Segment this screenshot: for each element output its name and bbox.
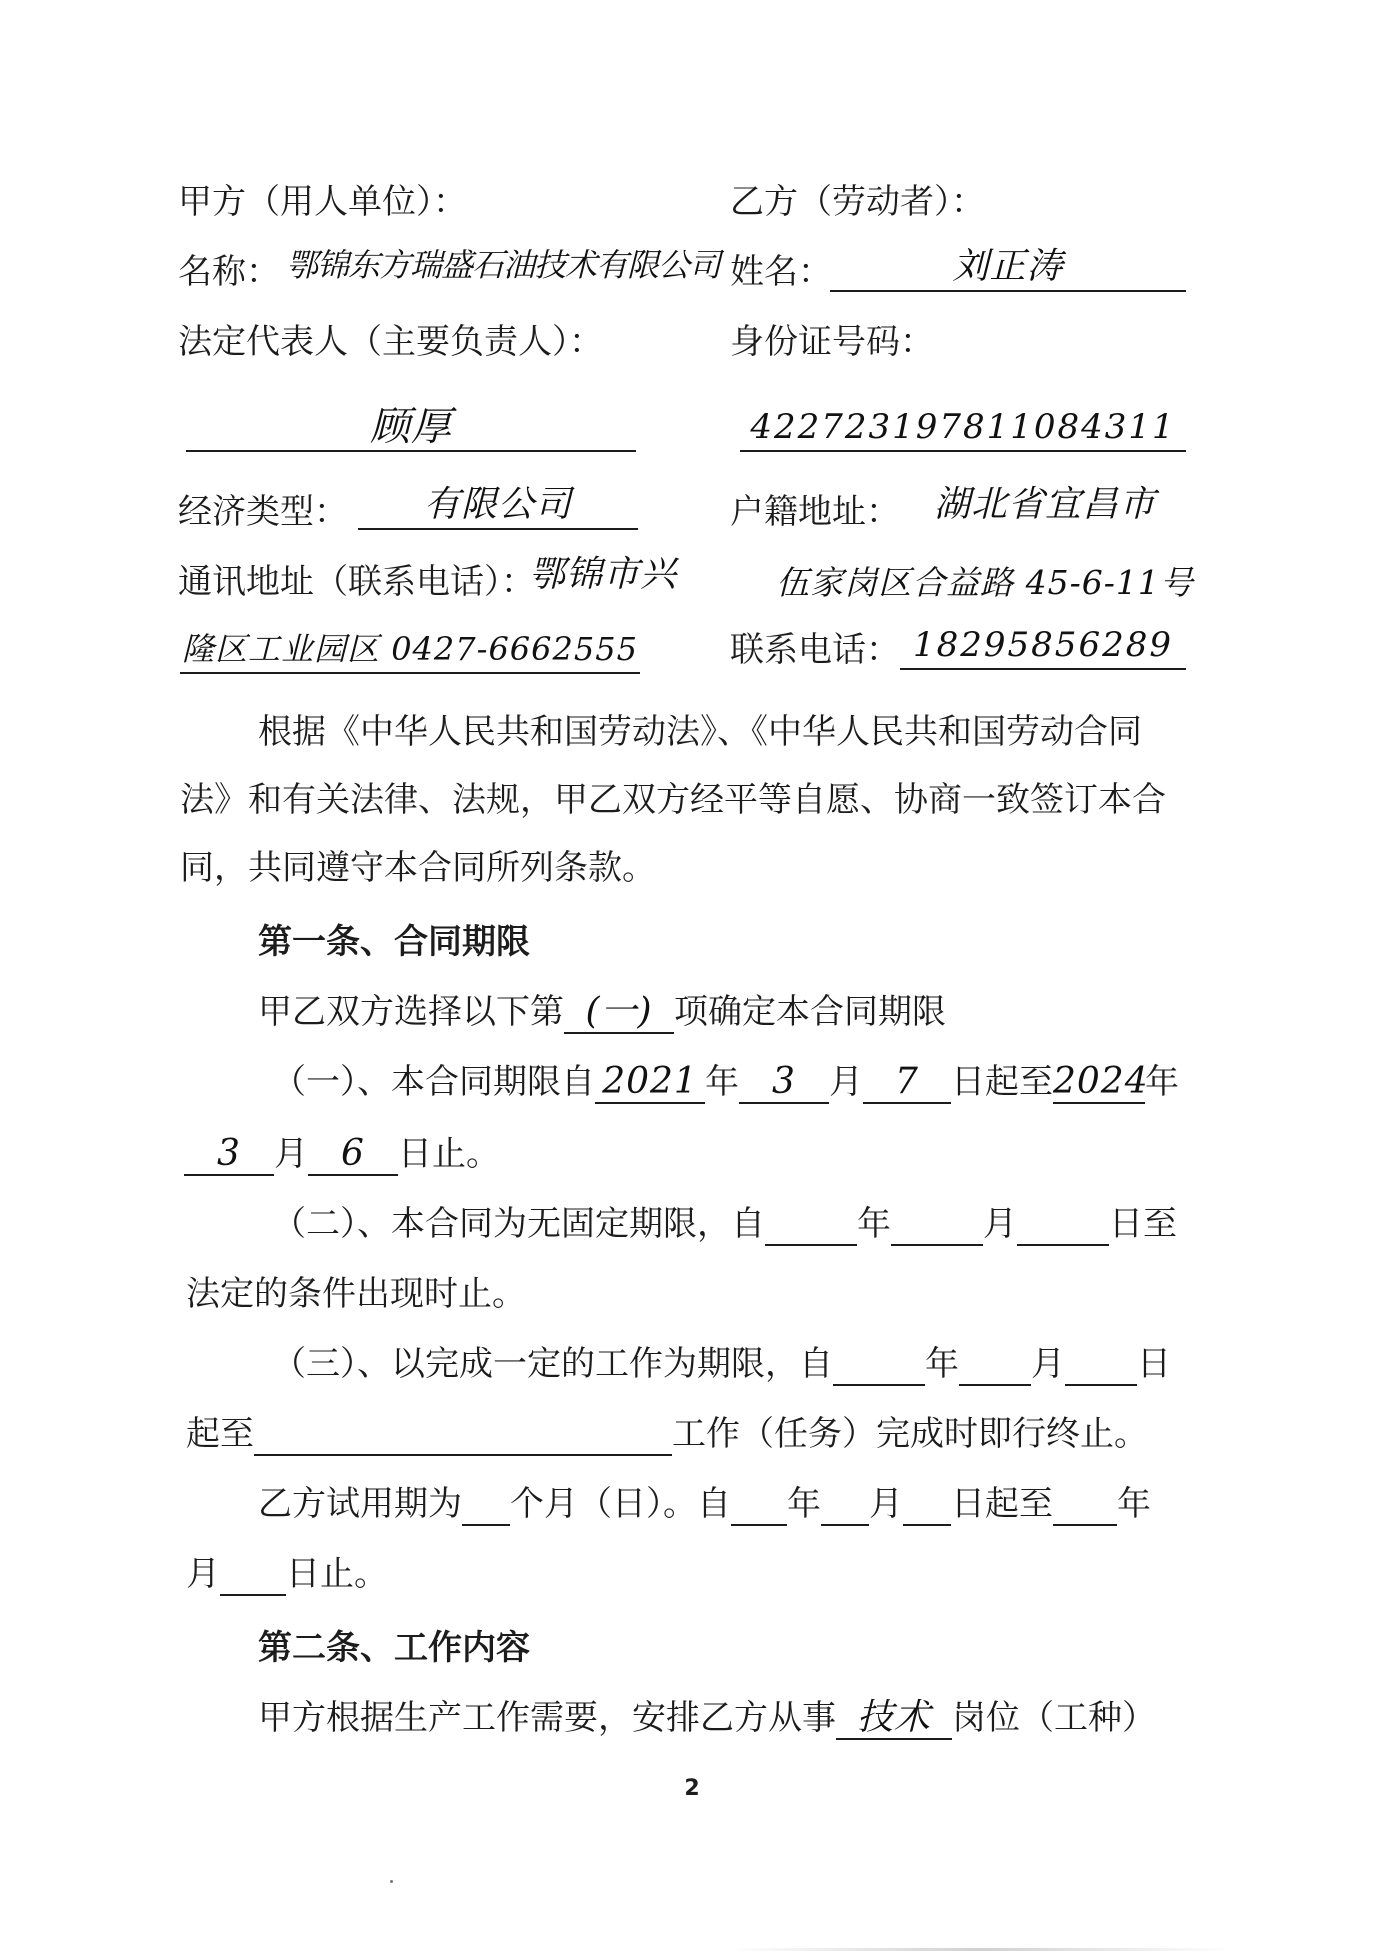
article-2-title: 第二条、工作内容: [258, 1628, 530, 1668]
intro-line-1: 根据《中华人民共和国劳动法》、《中华人民共和国劳动合同: [258, 712, 1142, 752]
intro-line-2: 法》和有关法律、法规，甲乙双方经平等自愿、协商一致签订本合: [180, 780, 1166, 820]
opt3-line2-post: 工作（任务）完成时即行终止。: [672, 1414, 1148, 1454]
option-1-line-2: [184, 1132, 500, 1176]
trial-month-label: 月: [869, 1484, 903, 1524]
option-1-line: [272, 1060, 1179, 1104]
trial-line-2: [186, 1552, 388, 1596]
trial-year-blank: [731, 1484, 787, 1526]
opt3-month-blank: [959, 1344, 1031, 1386]
opt1-end-day: 6: [308, 1134, 398, 1176]
opt3-day-label: 日: [1137, 1344, 1171, 1384]
party-a-name-value: 鄂锦东方瑞盛石油技术有限公司: [286, 246, 721, 284]
opt1-start-month: 3: [739, 1062, 829, 1104]
article-1-title: 第一条、合同期限: [258, 922, 530, 962]
opt3-pre: （三）、以完成一定的工作为期限，自: [272, 1344, 833, 1384]
opt3-year-label: 年: [925, 1344, 959, 1384]
trial-end-day-blank: [220, 1554, 286, 1596]
scan-streak: [730, 1948, 1230, 1951]
party-a-addr-value-1: 鄂锦市兴: [528, 554, 677, 595]
trial-end-year-label: 年: [1117, 1484, 1151, 1524]
opt1-start-day: 7: [863, 1062, 951, 1104]
party-b-hukou-value-1: 湖北省宜昌市: [933, 484, 1156, 525]
trial-line: [258, 1482, 1151, 1526]
trial-mid: 日起至: [951, 1484, 1053, 1524]
scan-speck: [390, 1880, 393, 1883]
option-2-line-2: 法定的条件出现时止。: [186, 1274, 526, 1314]
opt2-day-blank: [1017, 1204, 1109, 1246]
page-number: 2: [684, 1776, 700, 1801]
party-a-addr-label: 通讯地址（联系电话）：: [178, 562, 535, 602]
trial-end-year-blank: [1053, 1484, 1117, 1526]
opt2-pre: （二）、本合同为无固定期限，自: [272, 1204, 765, 1244]
opt2-year-label: 年: [857, 1204, 891, 1244]
party-b-id-label: 身份证号码：: [730, 322, 934, 362]
trial-end-month-label: 月: [186, 1554, 220, 1594]
trial-pre: 乙方试用期为: [258, 1484, 462, 1524]
opt3-year-blank: [833, 1344, 925, 1386]
opt1-end-month-label: 月: [274, 1134, 308, 1174]
choose-value: (一): [564, 992, 674, 1034]
trial-month-blank: [821, 1484, 869, 1526]
trial-count-blank: [462, 1484, 510, 1526]
party-b-hukou-label: 户籍地址：: [730, 492, 900, 532]
opt1-pre: （一）、本合同期限自: [272, 1062, 595, 1102]
choose-pre: 甲乙双方选择以下第: [258, 992, 564, 1032]
opt2-month-label: 月: [983, 1204, 1017, 1244]
article-2-post: 岗位（工种）: [952, 1698, 1156, 1738]
article-2-pre: 甲方根据生产工作需要，安排乙方从事: [258, 1698, 836, 1738]
party-b-heading: 乙方（劳动者）：: [730, 182, 985, 222]
opt1-month-label: 月: [829, 1062, 863, 1102]
opt1-end-year-label: 年: [1145, 1062, 1179, 1102]
opt2-year-blank: [765, 1204, 857, 1246]
choose-post: 项确定本合同期限: [674, 992, 946, 1032]
party-b-id-value: 422723197811084311: [740, 404, 1186, 452]
party-b-phone-label: 联系电话：: [730, 630, 900, 670]
trial-year-label: 年: [787, 1484, 821, 1524]
opt1-mid: 日起至: [951, 1062, 1053, 1102]
trial-unit: 个月（日）。自: [510, 1484, 731, 1524]
opt2-post: 日至: [1109, 1204, 1177, 1244]
opt3-line2-pre: 起至: [186, 1414, 254, 1454]
party-a-rep-label: 法定代表人（主要负责人）：: [178, 322, 603, 362]
party-b-phone-value: 18295856289: [900, 622, 1186, 670]
opt1-end-year: 2024: [1053, 1061, 1149, 1102]
option-3-line: [272, 1342, 1171, 1386]
option-2-line: [272, 1202, 1177, 1246]
trial-day-blank: [903, 1484, 951, 1526]
article-2-value: 技术: [836, 1698, 952, 1740]
article-2-line: [258, 1696, 1156, 1740]
party-a-heading: 甲方（用人单位）：: [178, 182, 467, 222]
opt3-day-blank: [1065, 1344, 1137, 1386]
party-b-name-value: 刘正涛: [830, 244, 1186, 292]
opt2-month-blank: [891, 1204, 983, 1246]
option-3-line-2: [186, 1412, 1148, 1456]
party-a-addr-value-2: 隆区工业园区 0427-6662555: [180, 626, 640, 674]
party-b-hukou-value-2: 伍家岗区合益路 45-6-11号: [776, 563, 1194, 602]
article-1-choose-line: [258, 990, 946, 1034]
party-b-name-label: 姓名：: [730, 252, 832, 292]
opt1-start-year: 2021: [595, 1062, 705, 1104]
party-a-econ-value: 有限公司: [358, 482, 638, 530]
opt3-month-label: 月: [1031, 1344, 1065, 1384]
intro-line-3: 同，共同遵守本合同所列条款。: [180, 848, 656, 888]
party-a-econ-label: 经济类型：: [178, 492, 348, 532]
party-a-name-label: 名称：: [178, 252, 280, 292]
opt1-end-month: 3: [184, 1134, 274, 1176]
opt3-task-blank: [254, 1414, 672, 1456]
party-a-rep-value: 顾厚: [186, 404, 636, 452]
opt1-end: 日止。: [398, 1134, 500, 1174]
opt1-year-label: 年: [705, 1062, 739, 1102]
trial-end: 日止。: [286, 1554, 388, 1594]
